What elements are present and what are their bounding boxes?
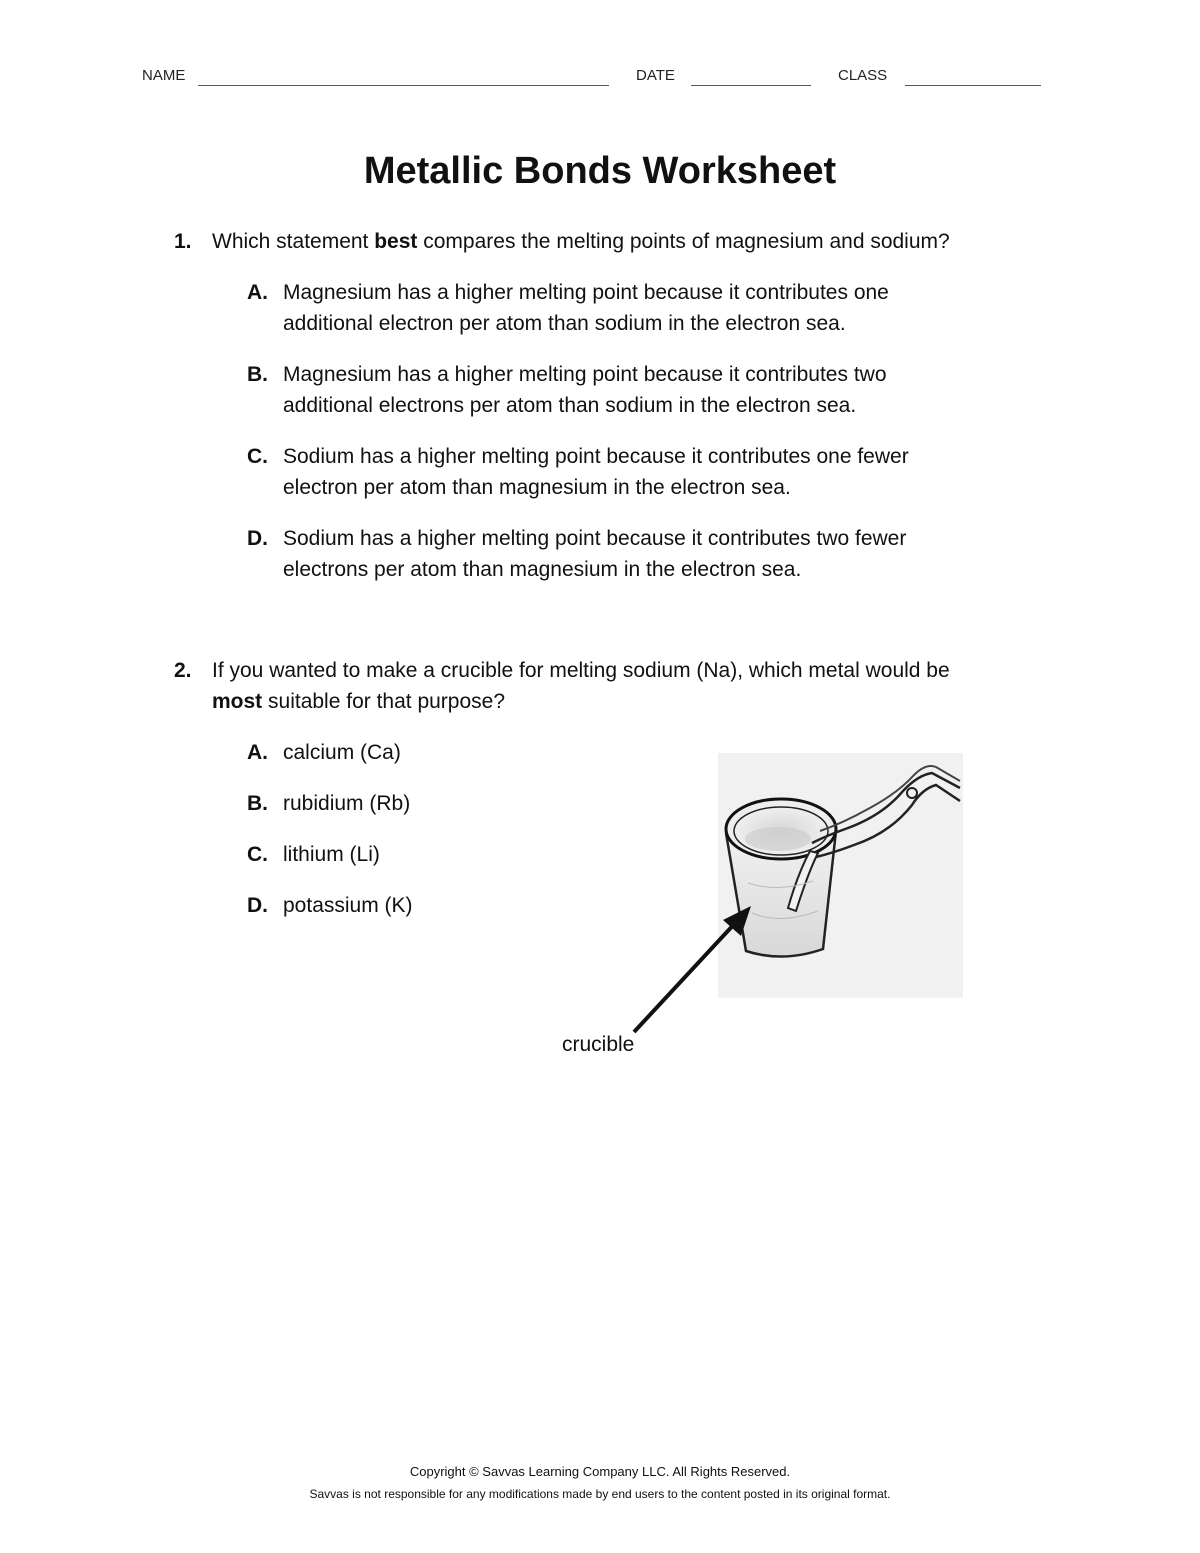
crucible-label: crucible	[562, 1033, 635, 1056]
option-letter: A.	[247, 741, 268, 764]
question-number: 2.	[174, 659, 192, 682]
option-text: Sodium has a higher melting point because it contributes one fewer electron per atom than magnesium in the electron sea.	[283, 445, 909, 499]
option-text: potassium (K)	[283, 894, 413, 917]
option-letter: B.	[247, 792, 268, 815]
name-field[interactable]	[198, 85, 609, 86]
copyright-text: Copyright © Savvas Learning Company LLC. All Rights Reserved.	[409, 1464, 791, 1479]
option-text: calcium (Ca)	[283, 741, 401, 764]
class-label: CLASS	[838, 67, 888, 84]
date-field[interactable]	[691, 85, 811, 86]
class-field[interactable]	[905, 85, 1041, 86]
question-number: 1.	[174, 230, 192, 253]
option-text: Magnesium has a higher melting point because it contributes two additional electrons per atom than sodium in the electron sea.	[283, 363, 887, 417]
option-text: Magnesium has a higher melting point because it contributes one additional electron per atom than sodium in the electron sea.	[283, 281, 889, 335]
pointer-arrow	[620, 900, 760, 1040]
page-title: Metallic Bonds Worksheet	[363, 150, 837, 192]
date-label: DATE	[636, 67, 675, 84]
option-letter: D.	[247, 527, 268, 550]
option-text: lithium (Li)	[283, 843, 380, 866]
disclaimer-text: Savvas is not responsible for any modifications made by end users to the content posted in its original format.	[309, 1487, 891, 1501]
name-label: NAME	[142, 67, 186, 84]
option-text: Sodium has a higher melting point because it contributes two fewer electrons per atom than magnesium in the electron sea.	[283, 527, 907, 581]
option-letter: B.	[247, 363, 268, 386]
option-letter: D.	[247, 894, 268, 917]
question-text: Which statement best compares the melting points of magnesium and sodium?	[212, 230, 950, 253]
option-text: rubidium (Rb)	[283, 792, 411, 815]
option-letter: C.	[247, 843, 268, 866]
question-text: If you wanted to make a crucible for melting sodium (Na), which metal would be most suitable for that purpose?	[212, 659, 950, 713]
option-letter: A.	[247, 281, 268, 304]
option-letter: C.	[247, 445, 268, 468]
